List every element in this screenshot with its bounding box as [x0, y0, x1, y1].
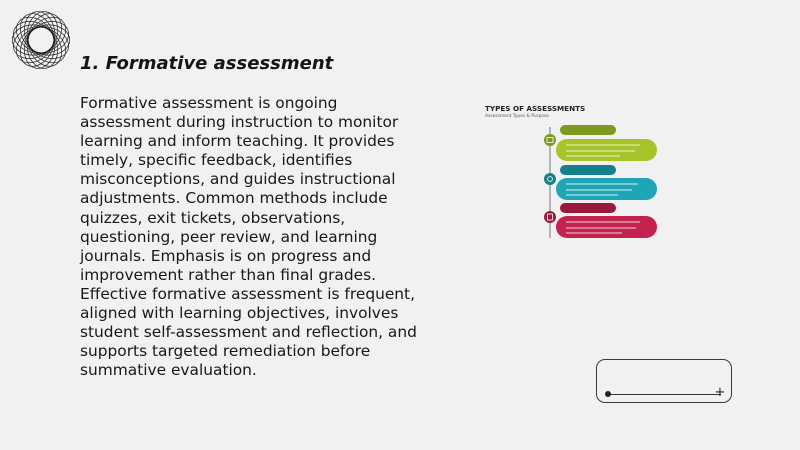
- section-2-marker-icon: [544, 173, 556, 185]
- slider-knob-icon[interactable]: [605, 391, 611, 397]
- section-3-header-bar: [560, 203, 616, 213]
- section-3-body-pill: [556, 216, 657, 238]
- slider-control[interactable]: [596, 359, 732, 403]
- figure-subtitle: Assessment Types & Purpose: [485, 114, 549, 119]
- page-title: 1. Formative assessment: [80, 53, 334, 74]
- plus-icon[interactable]: +: [714, 385, 726, 400]
- assessment-types-figure: [470, 95, 680, 245]
- slider-track[interactable]: [607, 394, 721, 395]
- section-1-body-pill: [556, 139, 657, 161]
- section-2-header-bar: [560, 165, 616, 175]
- figure-title: TYPES OF ASSESSMENTS: [485, 104, 586, 113]
- section-2-body-pill: [556, 178, 657, 200]
- section-3-marker-icon: [544, 211, 556, 223]
- section-1-header-bar: [560, 125, 616, 135]
- body-paragraph: Formative assessment is ongoing assessment during instruction to monitor learning and inform teaching. It provides timely, specific feedback, identifies misconceptions, and guides instructional adjustments. Common methods include quizzes, exit tickets, observations, questioning, peer review, and learning journals. Emphasis is on progress and improvement rather than final grades. Effective formative assessment is frequent, aligned with learning objectives, involves student self-assessment and reflection, and supports targeted remediation before summative evaluation.: [80, 94, 417, 380]
- section-1-marker-icon: [544, 134, 556, 146]
- spirograph-logo-icon: [4, 3, 78, 77]
